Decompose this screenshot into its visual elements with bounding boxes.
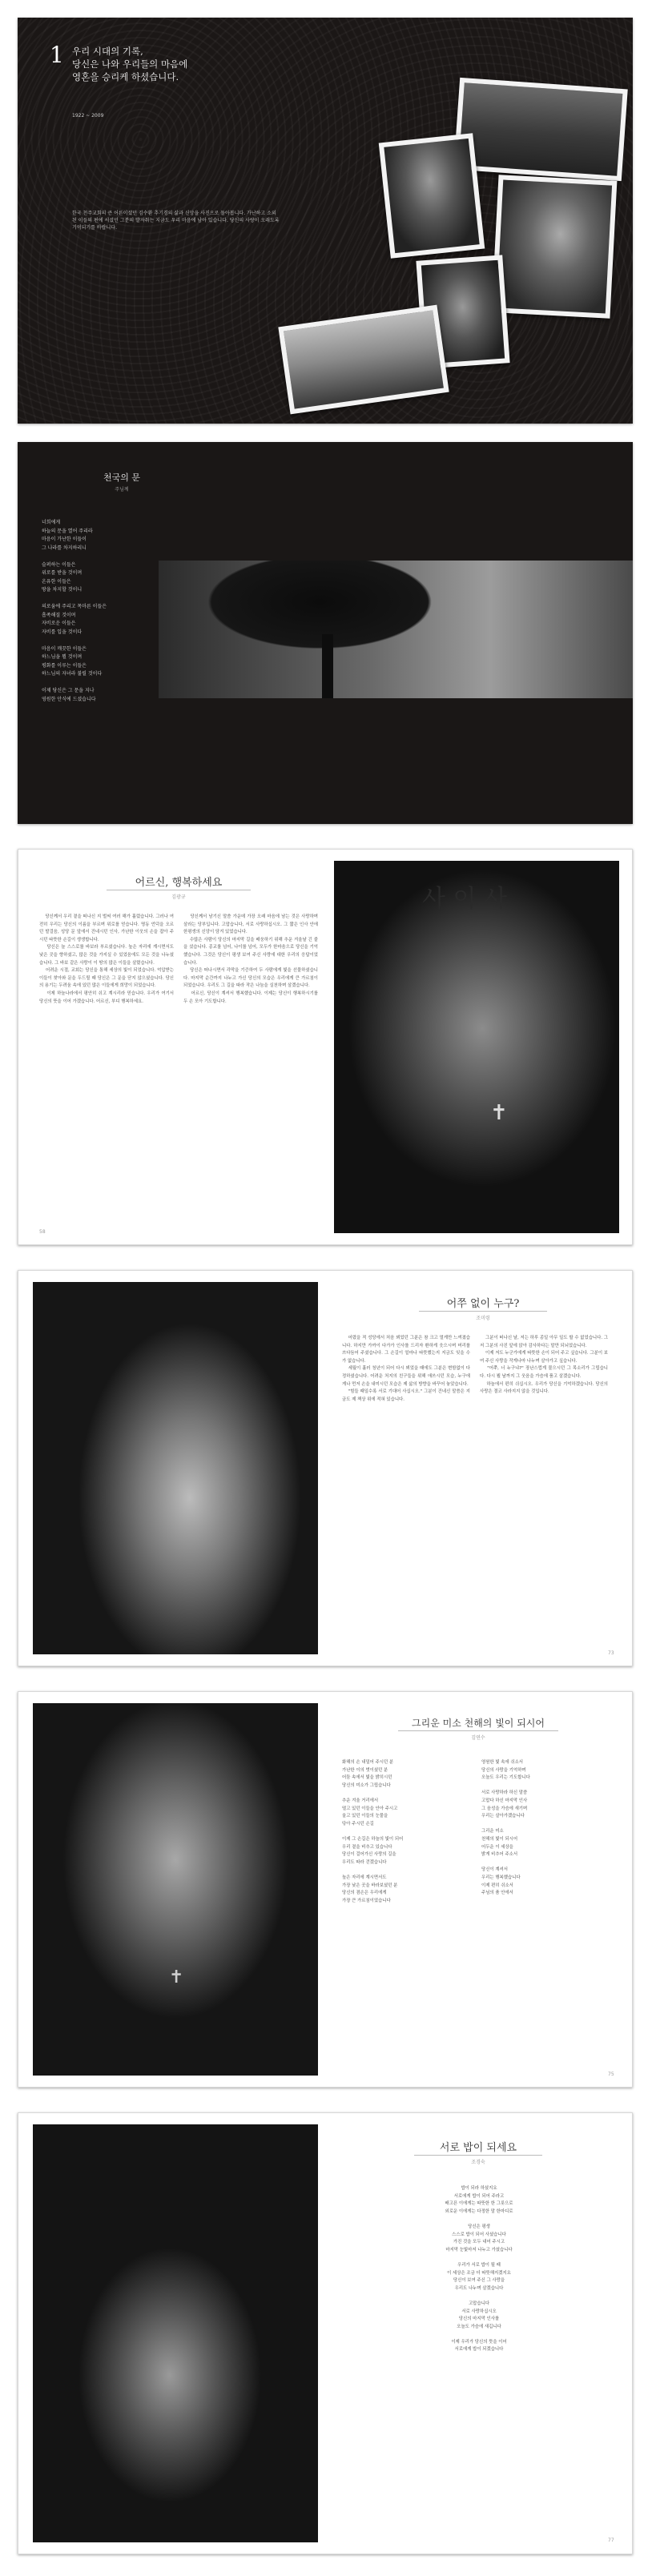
- heading-line-1: 우리 시대의 기록,: [72, 46, 143, 57]
- spread-heaven-gate-poem: [18, 442, 633, 824]
- poem-author: 김연수: [471, 1735, 485, 1741]
- poem-text: 밥이 되라 하셨지요 서로에게 밥이 되어 주라고 배고픈 이에게는 따뜻한 한 그릇으로 외로운 이에게는 다정한 말 한마디로 당신은 평생 스스로 밥이 되어 사셨습니다 가진 것을 모두 내어 주시고 마지막 눈빛마저 나누고 가셨습니다 우리가 서로 밥이 될 때 이 세상은 조금 더 따뜻해지겠지요 당신이 보여 주신 그 사랑을 우리도 나누며 살겠습니다 고맙습니다 서로 사랑하십시오 당신의 마지막 인사를 오늘도 가슴에 새깁니다 이제 우리가 당신의 뜻을 이어 서로에게 밥이 되겠습니다: [445, 2186, 513, 2353]
- poem-text: 너희에게 하늘의 문을 열어 주리라 마음이 가난한 이들이 그 나라를 차지하리니 슬퍼하는 이들은 위로를 받을 것이며 온유한 이들은 땅을 차지할 것이니 의로움에 주리고 목마른 이들은 흡족해질 것이며 자비로운 이들은 자비를 입을 것이다 마음이 깨끗한 이들은 하느님을 뵐 것이며 평화를 이루는 이들은 하느님의 자녀라 불릴 것이다 이제 당신은 그 문을 지나 영원한 안식에 드셨습니다: [42, 520, 107, 702]
- pectoral-cross-icon: ✝: [490, 1101, 508, 1125]
- heading-line-2: 당신은 나와 우리들의 마음에: [72, 58, 188, 70]
- photo-cardinal-cap-portrait: [33, 2124, 318, 2542]
- photo-landscape: [278, 305, 449, 415]
- title-rule: [419, 1311, 547, 1312]
- background-sign-text: 사 이 사: [422, 885, 508, 913]
- poem-column-1: 화해의 손 내밀어 주시던 분 가난한 이의 벗이셨던 분 어둠 속에서 빛을 밝히시던 당신의 미소가 그립습니다 추운 겨울 거리에서 떨고 있던 이들을 안아 주시고 울고 있던 이들의 눈물을 닦아 주시던 손길 이제 그 손길은 하늘의 빛이 되어 우리 곁을 비추고 있습니다 당신이 걸어가신 사랑의 길을 우리도 따라 걷겠습니다 높은 자리에 계시면서도 가장 낮은 곳을 바라보셨던 분 당신의 겸손은 우리에게 가장 큰 가르침이었습니다: [342, 1760, 404, 1903]
- essay-author: 조미령: [476, 1316, 490, 1321]
- photo-cardinal-smiling: [33, 1703, 318, 2076]
- intro-paragraph: 한국 천주교회의 큰 어른이셨던 김수환 추기경의 삶과 신앙을 사진으로 돌아봅니다. 가난하고 소외된 이들의 편에 서셨던 그분의 발자취는 지금도 우리 마음에 남아 있습니다. 당신의 사랑이 오래도록 기억되기를 바랍니다.: [72, 211, 280, 231]
- essay-column-1: 어렸을 적 성당에서 처음 뵈었던 그분은 참 크고 멀게만 느껴졌습니다. 하지만 가까이 다가가 인사를 드리자 환하게 웃으시며 머리를 쓰다듬어 주셨습니다. 그 손길이 얼마나 따뜻했는지 지금도 잊을 수가 없습니다. 세월이 흘러 청년이 되어 다시 뵈었을 때에도 그분은 변함없이 다정하셨습니다. 어려운 처지의 친구들을 위해 애쓰시던 모습, 누구에게나 먼저 손을 내미시던 모습은 제 삶의 방향을 바꾸어 놓았습니다. "힘들 때일수록 서로 기대어 사십시오." 그분이 건네신 말씀은 지금도 제 책상 위에 적혀 있습니다.: [342, 1336, 470, 1402]
- poem-author: 조경숙: [471, 2160, 485, 2165]
- photo-tree-misty-field: [159, 561, 633, 698]
- section-number: 1: [50, 42, 64, 68]
- page-number-right: 77: [608, 2538, 614, 2543]
- section-heading: [72, 45, 187, 83]
- spread-poem-be-bread: [18, 2112, 633, 2554]
- essay-title: 어쭈 없이 누구?: [446, 1298, 520, 1310]
- poem-title: 서로 밥이 되세요: [439, 2142, 517, 2154]
- poem-column-2: 영원한 빛 속에 쉬소서 당신의 사랑을 기억하며 오늘도 우리는 기도합니다 서로 사랑하라 하신 말씀 고맙다 하신 마지막 인사 그 음성을 가슴에 새기며 우리는 살아가겠습니다 그리운 미소 천해의 빛이 되시어 어두운 이 세상을 밝게 비추어 주소서 당신이 계셔서 우리는 행복했습니다 이제 편히 쉬소서 주님의 품 안에서: [481, 1760, 530, 1896]
- spread-photo-collage: [18, 18, 633, 424]
- title-rule: [398, 1730, 558, 1731]
- spread-poem-longing-smile: [18, 1691, 633, 2088]
- essay-column-2: 그분이 떠나신 날, 저는 하루 종일 아무 일도 할 수 없었습니다. 그저 그분의 사진 앞에 앉아 감사하다는 말만 되뇌었습니다. 이제 저도 누군가에게 따뜻한 손이 되어 주고 싶습니다. 그분이 보여 주신 사랑을 작게나마 나누며 살아가고 싶습니다. "어쭈, 너 누구냐?" 장난스럽게 물으시던 그 목소리가 그립습니다. 다시 뵐 날까지 그 웃음을 가슴에 품고 살겠습니다. 하늘에서 편히 쉬십시오. 우리가 당신을 기억하겠습니다. 당신의 사랑은 결코 사라지지 않을 것입니다.: [480, 1336, 608, 1395]
- tree-trunk: [322, 634, 333, 698]
- photo-portrait-young: [379, 133, 485, 259]
- poem-title: 천국의 문: [103, 472, 140, 483]
- page-number-left: 58: [39, 1229, 46, 1235]
- essay-title: 어르신, 행복하세요: [135, 877, 223, 889]
- photo-priest-with-children: [492, 175, 618, 319]
- essay-column-2: 당신께서 남기신 말씀 가운데 가장 오래 마음에 남는 것은 사랑하며 살라는 당부입니다. 고맙습니다, 서로 사랑하십시오. 그 짧은 인사 안에 한평생의 신앙이 담겨 있었습니다. 수많은 사람이 당신의 마지막 길을 배웅하기 위해 추운 겨울날 긴 줄을 섰습니다. 종교를 넘어, 나이를 넘어, 모두가 한마음으로 당신을 기억했습니다. 그것은 당신이 평생 보여 주신 사랑에 대한 우리의 응답이었습니다. 당신은 떠나시면서 각막을 기증하여 두 사람에게 빛을 선물하셨습니다. 마지막 순간까지 나누고 가신 당신의 모습은 우리에게 큰 가르침이 되었습니다. 우리도 그 길을 따라 작은 나눔을 실천하며 살겠습니다. 어르신, 당신이 계셔서 행복했습니다. 이제는 당신이 행복하시기를 두 손 모아 기도합니다.: [183, 914, 318, 1004]
- poem-author: 주님께: [115, 487, 129, 492]
- essay-column-1: 당신께서 우리 곁을 떠나신 지 벌써 여러 해가 흘렀습니다. 그러나 여전히 우리는 당신의 이름을 부르며 위로를 얻습니다. 명동 언덕을 오르던 발걸음, 성당 문 앞에서 건네시던 인사, 가난한 이웃의 손을 잡아 주시던 따뜻한 손길이 생생합니다. 당신은 늘 스스로를 바보라 부르셨습니다. 높은 자리에 계시면서도 낮은 곳을 향하셨고, 많은 것을 가지실 수 있었음에도 모든 것을 나누셨습니다. 그 바보 같은 사랑이 이 땅의 많은 이들을 살렸습니다. 어려운 시절, 교회는 당신을 통해 세상의 빛이 되었습니다. 억압받는 이들이 찾아와 문을 두드릴 때 당신은 그 문을 닫지 않으셨습니다. 당신의 용기는 두려움 속에 있던 많은 이들에게 희망이 되었습니다. 이제 하늘나라에서 평안히 쉬고 계시리라 믿습니다. 우리가 여기서 당신의 뜻을 이어 가겠습니다. 어르신, 부디 행복하세요.: [39, 914, 175, 1004]
- poem-title: 그리운 미소 천해의 빛이 되시어: [412, 1718, 545, 1729]
- photo-cardinal-white-vestment: [33, 1282, 318, 1654]
- pectoral-cross-icon: ✝: [169, 1967, 184, 1987]
- essay-author: 김광규: [171, 894, 186, 900]
- spread-essay-be-happy: [18, 849, 633, 1245]
- photo-outdoor-gathering: [453, 78, 628, 181]
- page-number-right: 73: [608, 1650, 614, 1656]
- heading-line-3: 영혼을 승리케 하셨습니다.: [72, 71, 179, 82]
- title-rule: [414, 2155, 542, 2156]
- spread-essay-who: [18, 1270, 633, 1666]
- lifespan-caption: 1922 ~ 2009: [72, 113, 104, 119]
- page-number-right: 75: [608, 2072, 614, 2077]
- photo-cardinal-waving: [334, 861, 619, 1233]
